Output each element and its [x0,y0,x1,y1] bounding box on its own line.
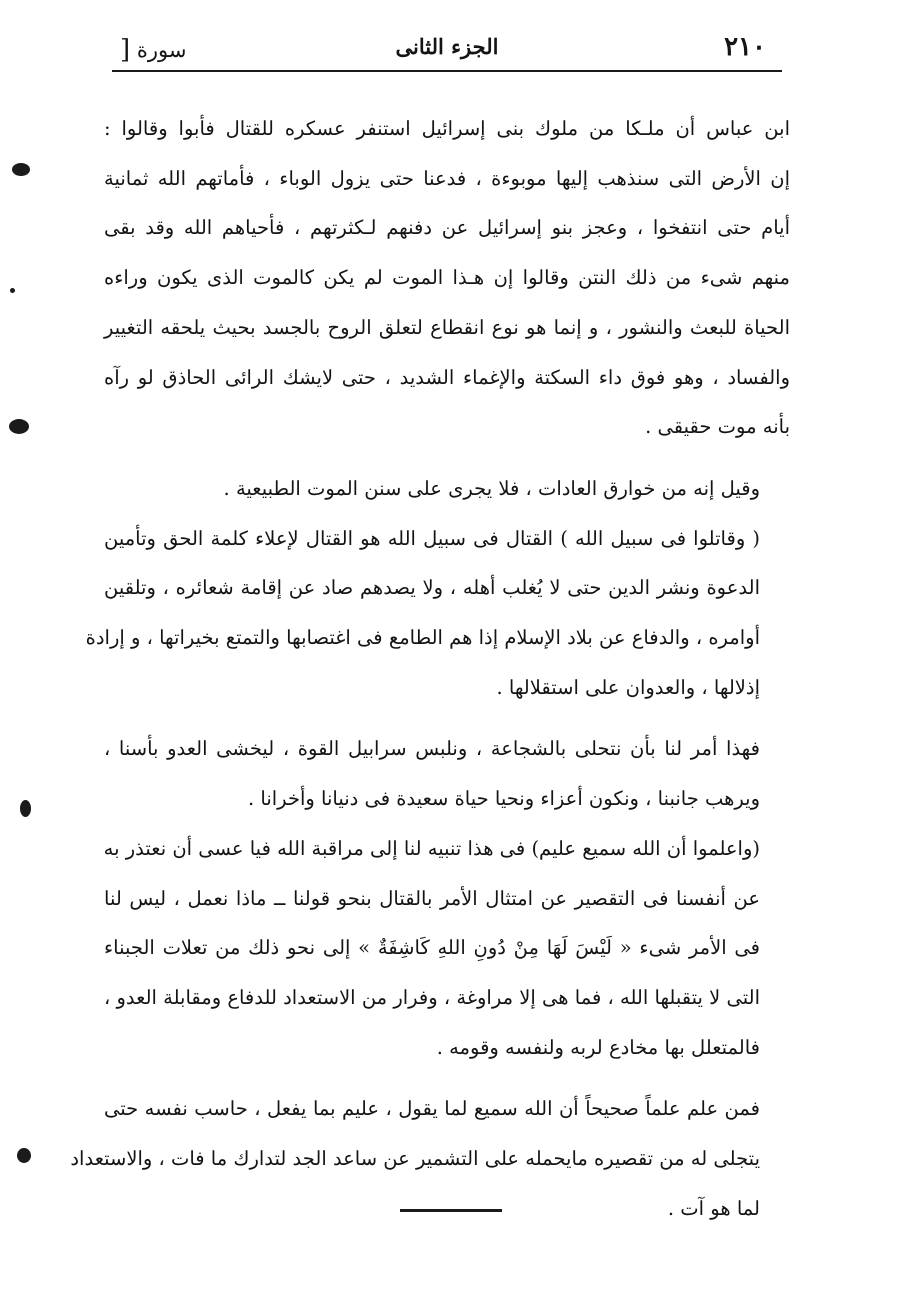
page-number: ٢١٠ [724,32,766,62]
text-line: ابن عباس أن ملـكا من ملوك بنى إسرائيل استنفر عسكره للقتال فأبوا وقالوا : [104,117,790,140]
text-line: ( وقاتلوا فى سبيل الله ) القتال فى سبيل الله هو القتال لإعلاء كلمة الحق وتأمين [104,526,760,550]
end-rule [400,1209,502,1212]
text-line: فى الأمر شىء « لَيْسَ لَهَا مِنْ دُونِ اللهِ كَاشِفَةٌ » إلى نحو ذلك من تعلات الجبناء [104,936,760,960]
text-line: وقيل إنه من خوارق العادات ، فلا يجرى على سنن الموت الطبيعية . [223,476,760,500]
text-line: عن أنفسنا فى التقصير عن امتثال الأمر بالقتال بنحو قولنا ــ ماذا نعمل ، ليس لنا [104,886,760,910]
text-line: والفساد ، وهو فوق داء السكتة والإغماء الشديد ، حتى لايشك الرائى الحاذق لو رآه [104,365,790,389]
scan-speck [20,800,31,817]
paragraph-1 [104,104,790,452]
text-line: لما هو آت . [667,1196,760,1220]
text-line: الدعوة ونشر الدين حتى لا يُغلب أهله ، ولا يصدهم صاد عن إقامة شعائره ، وتلقين [104,576,760,600]
header-rule [112,70,782,72]
text-line: إن الأرض التى سنذهب إليها موبوءة ، فدعنا حتى يزول الوباء ، فأماتهم الله ثمانية [104,166,790,190]
surah-label-box [120,34,186,64]
text-line: فهذا أمر لنا بأن نتحلى بالشجاعة ، ونلبس سرابيل القوة ، ليخشى العدو بأسنا ، [104,737,760,761]
text-line: فالمتعلل بها مخادع لربه ولنفسه وقومه . [436,1035,760,1059]
text-line: أوامره ، والدفاع عن بلاد الإسلام إذا هم الطامع فى اغتصابها والتمتع بخيراتها ، و إرادة [85,626,760,650]
surah-label: سورة [136,38,187,62]
text-line: منهم شىء من ذلك النتن وقالوا إن هـذا الموت لم يكن كالموت الذى يكون وراءه [104,266,790,290]
scan-speck [17,1148,31,1163]
paragraph-5 [104,824,790,1073]
surah-bracket: [ [120,35,131,65]
paragraph-2 [104,464,790,514]
scan-speck [9,419,29,434]
text-line: أيام حتى انتفخوا ، وعجز بنو إسرائيل عن دفنهم لـكثرتهم ، فأحياهم الله وقد بقى [104,216,790,240]
text-line: إذلالها ، والعدوان على استقلالها . [496,675,760,699]
text-line: فمن علم علماً صحيحاً أن الله سميع لما يقول ، عليم بما يفعل ، حاسب نفسه حتى [104,1097,760,1121]
paragraph-3 [85,514,790,713]
text-line: (واعلموا أن الله سميع عليم) فى هذا تنبيه لنا إلى مراقبة الله فيا عسى أن نعتذر به [103,836,760,860]
scan-speck [10,288,15,293]
text-line: التى لا يتقبلها الله ، فما هى إلا مراوغة ، وفرار من الاستعداد للدفاع ومقابلة العدو ، [104,985,760,1009]
part-title: الجزء الثانى [395,34,499,59]
text-line: بأنه موت حقيقى . [645,415,790,439]
page-body [70,104,790,1233]
paragraph-4 [104,724,790,823]
scan-speck [12,163,30,176]
text-line: الحياة للبعث والنشور ، و إنما هو نوع انقطاع لتعلق الروح بالجسد بحيث يلحقه التغيير [104,315,790,339]
text-line: يتجلى له من تقصيره مايحمله على التشمير عن ساعد الجد لتدارك ما فات ، والاستعداد [70,1147,760,1171]
text-line: ويرهب جانبنا ، ونكون أعزاء ونحيا حياة سعيدة فى دنيانا وأخرانا . [248,787,760,811]
page-header [112,30,782,72]
